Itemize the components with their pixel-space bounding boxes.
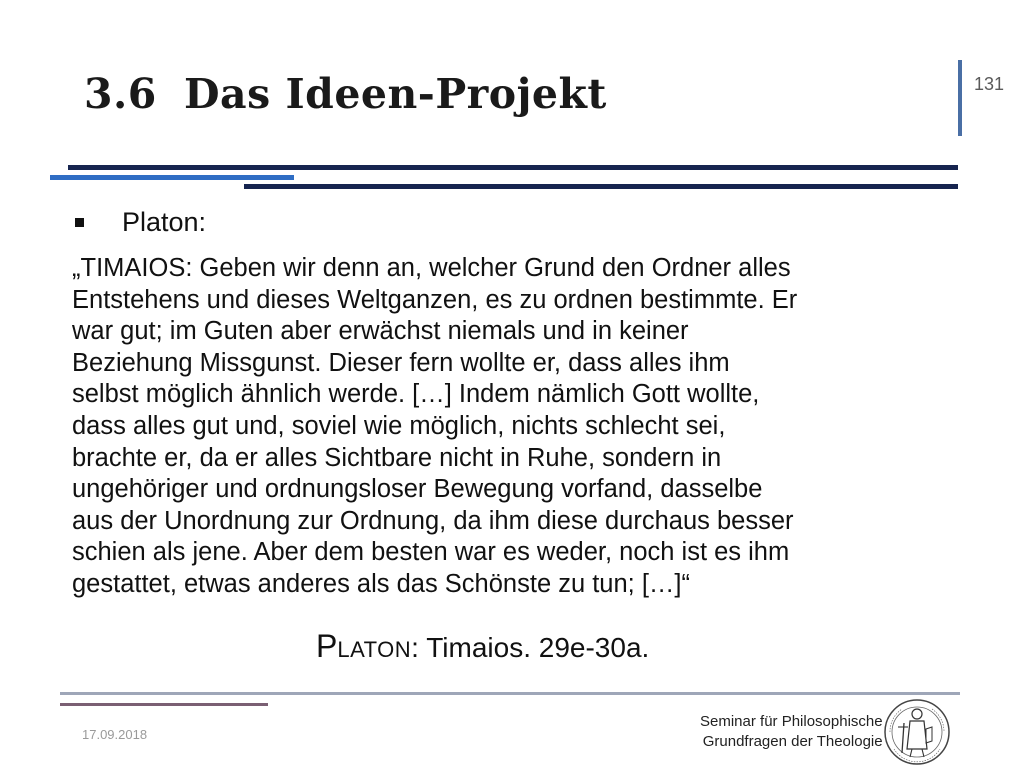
citation-author-initial: P [316,628,338,664]
quote-line: Entstehens und dieses Weltganzen, es zu ordnen bestimmte. Er [72,285,798,314]
quote-line: war gut; im Guten aber erwächst niemals und in keiner [72,317,689,346]
quote-line: Beziehung Missgunst. Dieser fern wollte er, dass alles ihm [72,348,730,377]
citation-author-rest: LATON [337,637,412,662]
seminar-line-2: Grundfragen der Theologie [702,733,883,750]
header-rule-accent [50,175,294,180]
title-divider [958,60,962,136]
quote-line: gestattet, etwas anderes als das Schönste zu tun; […]“ [72,569,691,598]
section-number: 3.6 [84,70,157,118]
header-rule-bottom [244,184,958,189]
square-bullet-icon [75,218,84,227]
quote-block [72,253,952,601]
bullet-label: Platon: [122,207,207,237]
seminar-name [700,712,883,752]
quote-line: dass alles gut und, soviel wie möglich, nichts schlecht sei, [72,411,726,440]
quote-line: brachte er, da er alles Sichtbare nicht in Ruhe, sondern in [72,443,722,472]
slide-title [84,70,607,118]
citation [316,628,649,665]
header-rule-top [68,165,958,170]
quote-line: aus der Unordnung zur Ordnung, da ihm diese durchaus besser [72,506,794,535]
quote-line: selbst möglich ähnlich werde. […] Indem nämlich Gott wollte, [72,380,760,409]
footer-rule-accent [60,703,268,706]
university-seal-icon [882,697,952,767]
footer-rule [60,692,960,695]
quote-line: schien als jene. Aber dem besten war es weder, noch ist es ihm [72,538,790,567]
footer-date: 17.09.2018 [82,727,148,742]
seminar-line-1: Seminar für Philosophische [700,713,883,730]
quote-line: „TIMAIOS: Geben wir denn an, welcher Grund den Ordner alles [72,254,791,282]
title-text: Das Ideen-Projekt [184,70,607,118]
quote-line: ungehöriger und ordnungsloser Bewegung vorfand, dasselbe [72,475,763,504]
page-number: 131 [974,74,1005,94]
citation-work: : Timaios. 29e-30a. [411,632,650,663]
